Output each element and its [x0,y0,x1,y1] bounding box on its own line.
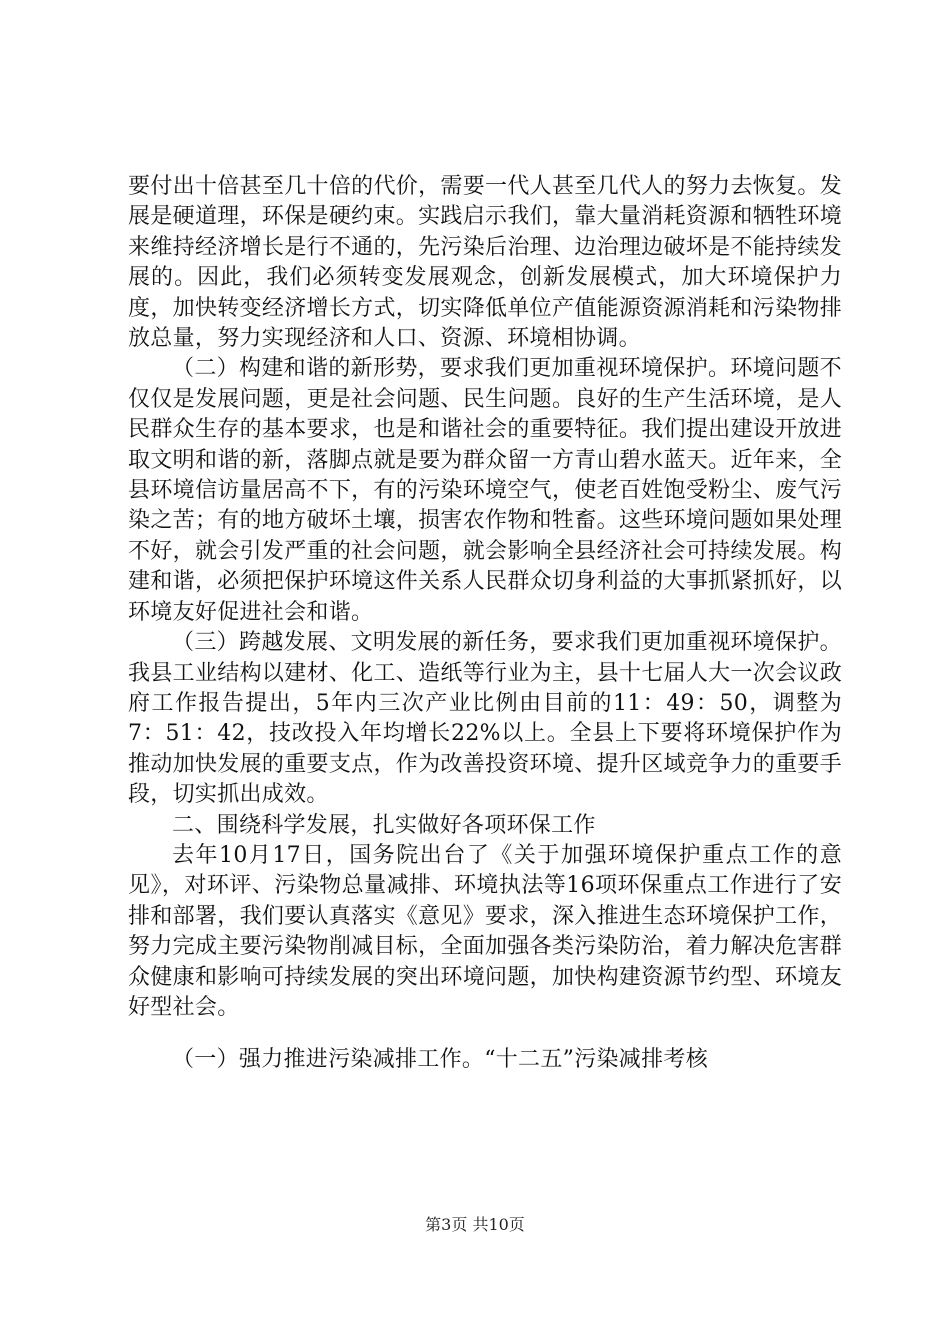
page-number: 第3页 共10页 [425,1215,525,1234]
page-footer [0,1212,950,1235]
document-body [128,172,842,1076]
paragraph-emission-reduction: （一）强力推进污染减排工作。“十二五”污染减排考核 [172,1047,708,1073]
section-heading: 二、围绕科学发展，扎实做好各项环保工作 [172,812,596,838]
paragraph-section-three: （三）跨越发展、文明发展的新任务，要求我们更加重视环境保护。我县工业结构以建材、化工、造纸等行业为主，县十七届人大一次会议政府工作报告提出，5年内三次产业比例由目前的11：49：50，调整为7：51：42，技改投入年均增长22%以上。全县上下要将环境保护作为推动加快发展的重要支点，作为改善投资环境、提升区域竞争力的重要手段，切实抓出成效。 [128,630,842,808]
paragraph-continuation: 要付出十倍甚至几十倍的代价，需要一代人甚至几代人的努力去恢复。发展是硬道理，环保是硬约束。实践启示我们，靠大量消耗资源和牺牲环境来维持经济增长是行不通的，先污染后治理、边治理边破坏是不能持续发展的。因此，我们必须转变发展观念，创新发展模式，加大环境保护力度，加快转变经济增长方式，切实降低单位产值能源资源消耗和污染物排放总量，努力实现经济和人口、资源、环境相协调。 [128,174,842,352]
paragraph-state-council: 去年10月17日，国务院出台了《关于加强环境保护重点工作的意见》，对环评、污染物总量减排、环境执法等16项环保重点工作进行了安排和部署，我们要认真落实《意见》要求，深入推进生态环境保护工作，努力完成主要污染物削减目标，全面加强各类污染防治，着力解决危害群众健康和影响可持续发展的突出环境问题，加快构建资源节约型、环境友好型社会。 [128,842,842,1020]
paragraph-section-two: （二）构建和谐的新形势，要求我们更加重视环境保护。环境问题不仅仅是发展问题，更是社会问题、民生问题。良好的生产生活环境，是人民群众生存的基本要求，也是和谐社会的重要特征。我们提出建设开放进取文明和谐的新，落脚点就是要为群众留一方青山碧水蓝天。近年来，全县环境信访量居高不下，有的污染环境空气，使老百姓饱受粉尘、废气污染之苦；有的地方破坏土壤，损害农作物和牲畜。这些环境问题如果处理不好，就会引发严重的社会问题，就会影响全县经济社会可持续发展。构建和谐，必须把保护环境这件关系人民群众切身利益的大事抓紧抓好，以环境友好促进社会和谐。 [128,356,842,625]
